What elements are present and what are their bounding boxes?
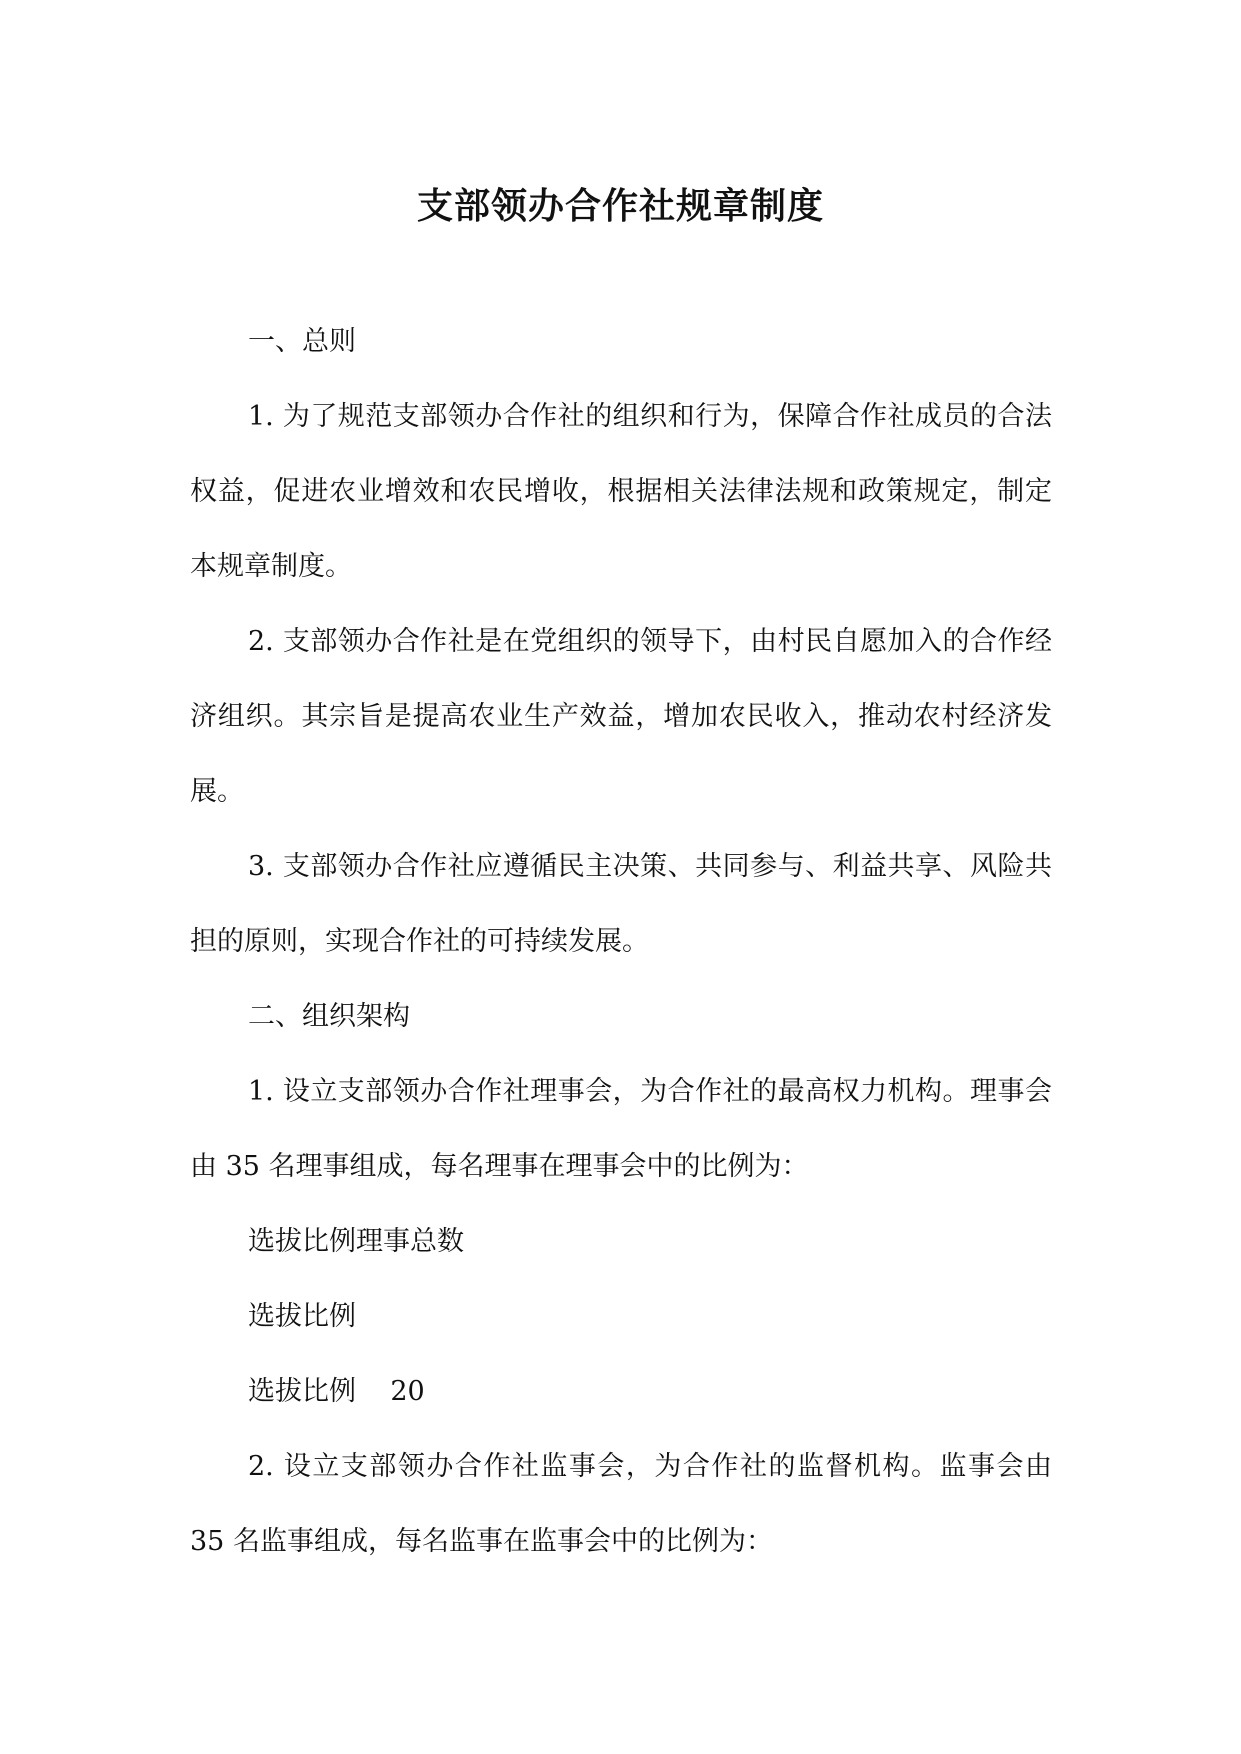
- section-heading-organization: 二、组织架构: [248, 1001, 410, 1032]
- paragraph-general-2: 2. 支部领办合作社是在党组织的领导下，由村民自愿加入的合作经济组织。其宗旨是提高农业生产效益，增加农民收入，推动农村经济发展。: [190, 626, 1052, 807]
- document-title: 支部领办合作社规章制度: [416, 185, 824, 227]
- paragraph-general-1: 1. 为了规范支部领办合作社的组织和行为，保障合作社成员的合法权益，促进农业增效和农民增收，根据相关法律法规和政策规定，制定本规章制度。: [190, 401, 1052, 582]
- paragraph-organization-1: 1. 设立支部领办合作社理事会，为合作社的最高权力机构。理事会由 35 名理事组成，每名理事在理事会中的比例为：: [190, 1076, 1052, 1182]
- selection-line-1: 选拔比例理事总数: [248, 1226, 464, 1257]
- paragraph-general-3: 3. 支部领办合作社应遵循民主决策、共同参与、利益共享、风险共担的原则，实现合作社的可持续发展。: [190, 851, 1052, 957]
- document-body: [190, 304, 1052, 1579]
- paragraph-organization-2: 2. 设立支部领办合作社监事会，为合作社的监督机构。监事会由 35 名监事组成，每名监事在监事会中的比例为：: [190, 1451, 1052, 1557]
- selection-line-2: 选拔比例: [248, 1301, 356, 1332]
- selection-line-3: 选拔比例 20: [248, 1376, 425, 1407]
- section-heading-general: 一、总则: [248, 326, 356, 357]
